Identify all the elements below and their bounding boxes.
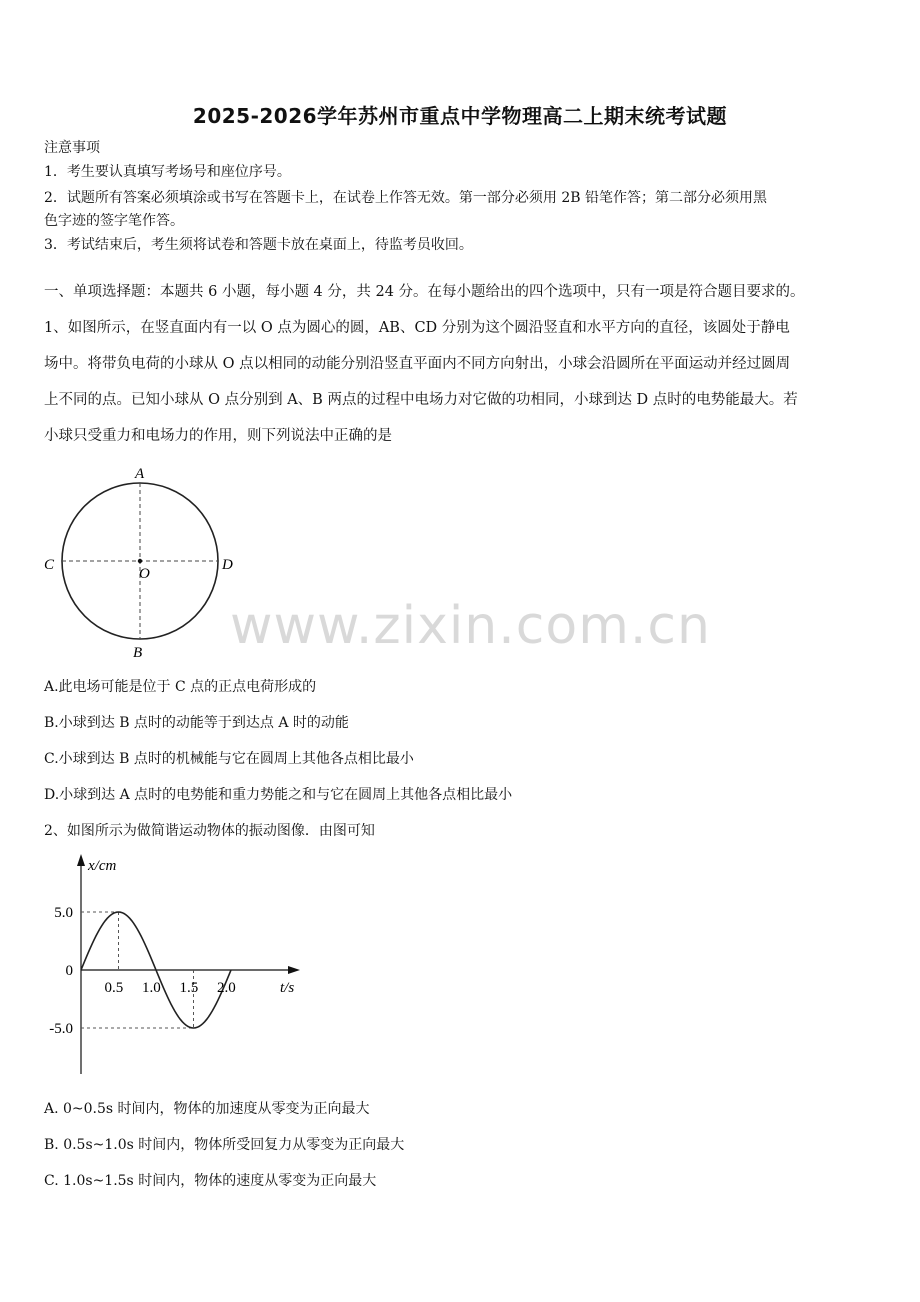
label-c: C <box>44 557 55 573</box>
center-dot <box>138 559 142 563</box>
q2-vibration-chart <box>30 848 320 1086</box>
x-tick-label: 1.5 <box>179 980 199 996</box>
q1-line-2: 场中。将带负电荷的小球从 O 点以相同的动能分别沿竖直平面内不同方向射出，小球会沿圆所在平面运动并经过圆周 <box>44 356 791 372</box>
q1-option-d: D.小球到达 A 点时的电势能和重力势能之和与它在圆周上其他各点相比最小 <box>44 787 513 803</box>
q1-line-3: 上不同的点。已知小球从 O 点分别到 A、B 两点的过程中电场力对它做的功相同，小球到达 D 点时的电势能最大。若 <box>44 392 798 408</box>
page-title: 2025-2026学年苏州市重点中学物理高二上期末统考试题 <box>192 104 728 128</box>
notice-item-2-cont: 色字迹的签字笔作答。 <box>44 213 184 229</box>
q1-option-b: B.小球到达 B 点时的动能等于到达点 A 时的动能 <box>44 715 349 731</box>
notice-item-3: 3．考试结束后，考生须将试卷和答题卡放在桌面上，待监考员收回。 <box>44 237 473 253</box>
y-tick-label: -5.0 <box>49 1021 73 1037</box>
q2-option-a: A. 0~0.5s 时间内，物体的加速度从零变为正向最大 <box>44 1101 370 1117</box>
notice-item-2: 2．试题所有答案必须填涂或书写在答题卡上，在试卷上作答无效。第一部分必须用 2B 铅笔作答；第二部分必须用黑 <box>44 190 767 206</box>
circle-diagram <box>38 462 248 664</box>
watermark: www.zixin.com.cn <box>230 596 711 656</box>
question-block-1 <box>44 274 880 454</box>
y-axis-label: x/cm <box>88 858 117 874</box>
notice-heading: 注意事项 <box>44 140 100 156</box>
x-tick-label: 1.0 <box>142 980 161 996</box>
x-tick-label: 0.5 <box>104 980 124 996</box>
x-axis-label: t/s <box>280 980 295 996</box>
vibration-graph <box>30 848 320 1082</box>
q2-option-c: C. 1.0s~1.5s 时间内，物体的速度从零变为正向最大 <box>44 1173 377 1189</box>
label-o: O <box>139 566 150 582</box>
y-tick-label: 5.0 <box>54 905 73 921</box>
x-tick-labels <box>105 980 236 996</box>
q2-stem: 2、如图所示为做简谐运动物体的振动图像．由图可知 <box>44 823 375 839</box>
x-tick-label: 2.0 <box>217 980 236 996</box>
x-axis-arrow <box>288 966 300 974</box>
notice-item-1: 1．考生要认真填写考场号和座位序号。 <box>44 164 291 180</box>
y-tick-label: 0 <box>65 963 73 979</box>
q1-option-c: C.小球到达 B 点时的机械能与它在圆周上其他各点相比最小 <box>44 751 414 767</box>
label-d: D <box>222 557 233 573</box>
q1-line-1: 1、如图所示，在竖直面内有一以 O 点为圆心的圆，AB、CD 分别为这个圆沿竖直和水平方向的直径，该圆处于静电 <box>44 320 790 336</box>
y-axis-arrow <box>77 854 85 866</box>
y-tick-labels <box>49 905 73 1037</box>
q1-option-a: A.此电场可能是位于 C 点的正点电荷形成的 <box>44 679 317 695</box>
q1-circle-figure <box>38 462 248 668</box>
section1-header: 一、单项选择题：本题共 6 小题，每小题 4 分，共 24 分。在每小题给出的四个选项中，只有一项是符合题目要求的。 <box>44 284 805 300</box>
q1-line-4: 小球只受重力和电场力的作用，则下列说法中正确的是 <box>44 428 392 444</box>
q2-option-b: B. 0.5s~1.0s 时间内，物体所受回复力从零变为正向最大 <box>44 1137 405 1153</box>
label-b: B <box>133 645 143 661</box>
label-a: A <box>135 466 145 482</box>
